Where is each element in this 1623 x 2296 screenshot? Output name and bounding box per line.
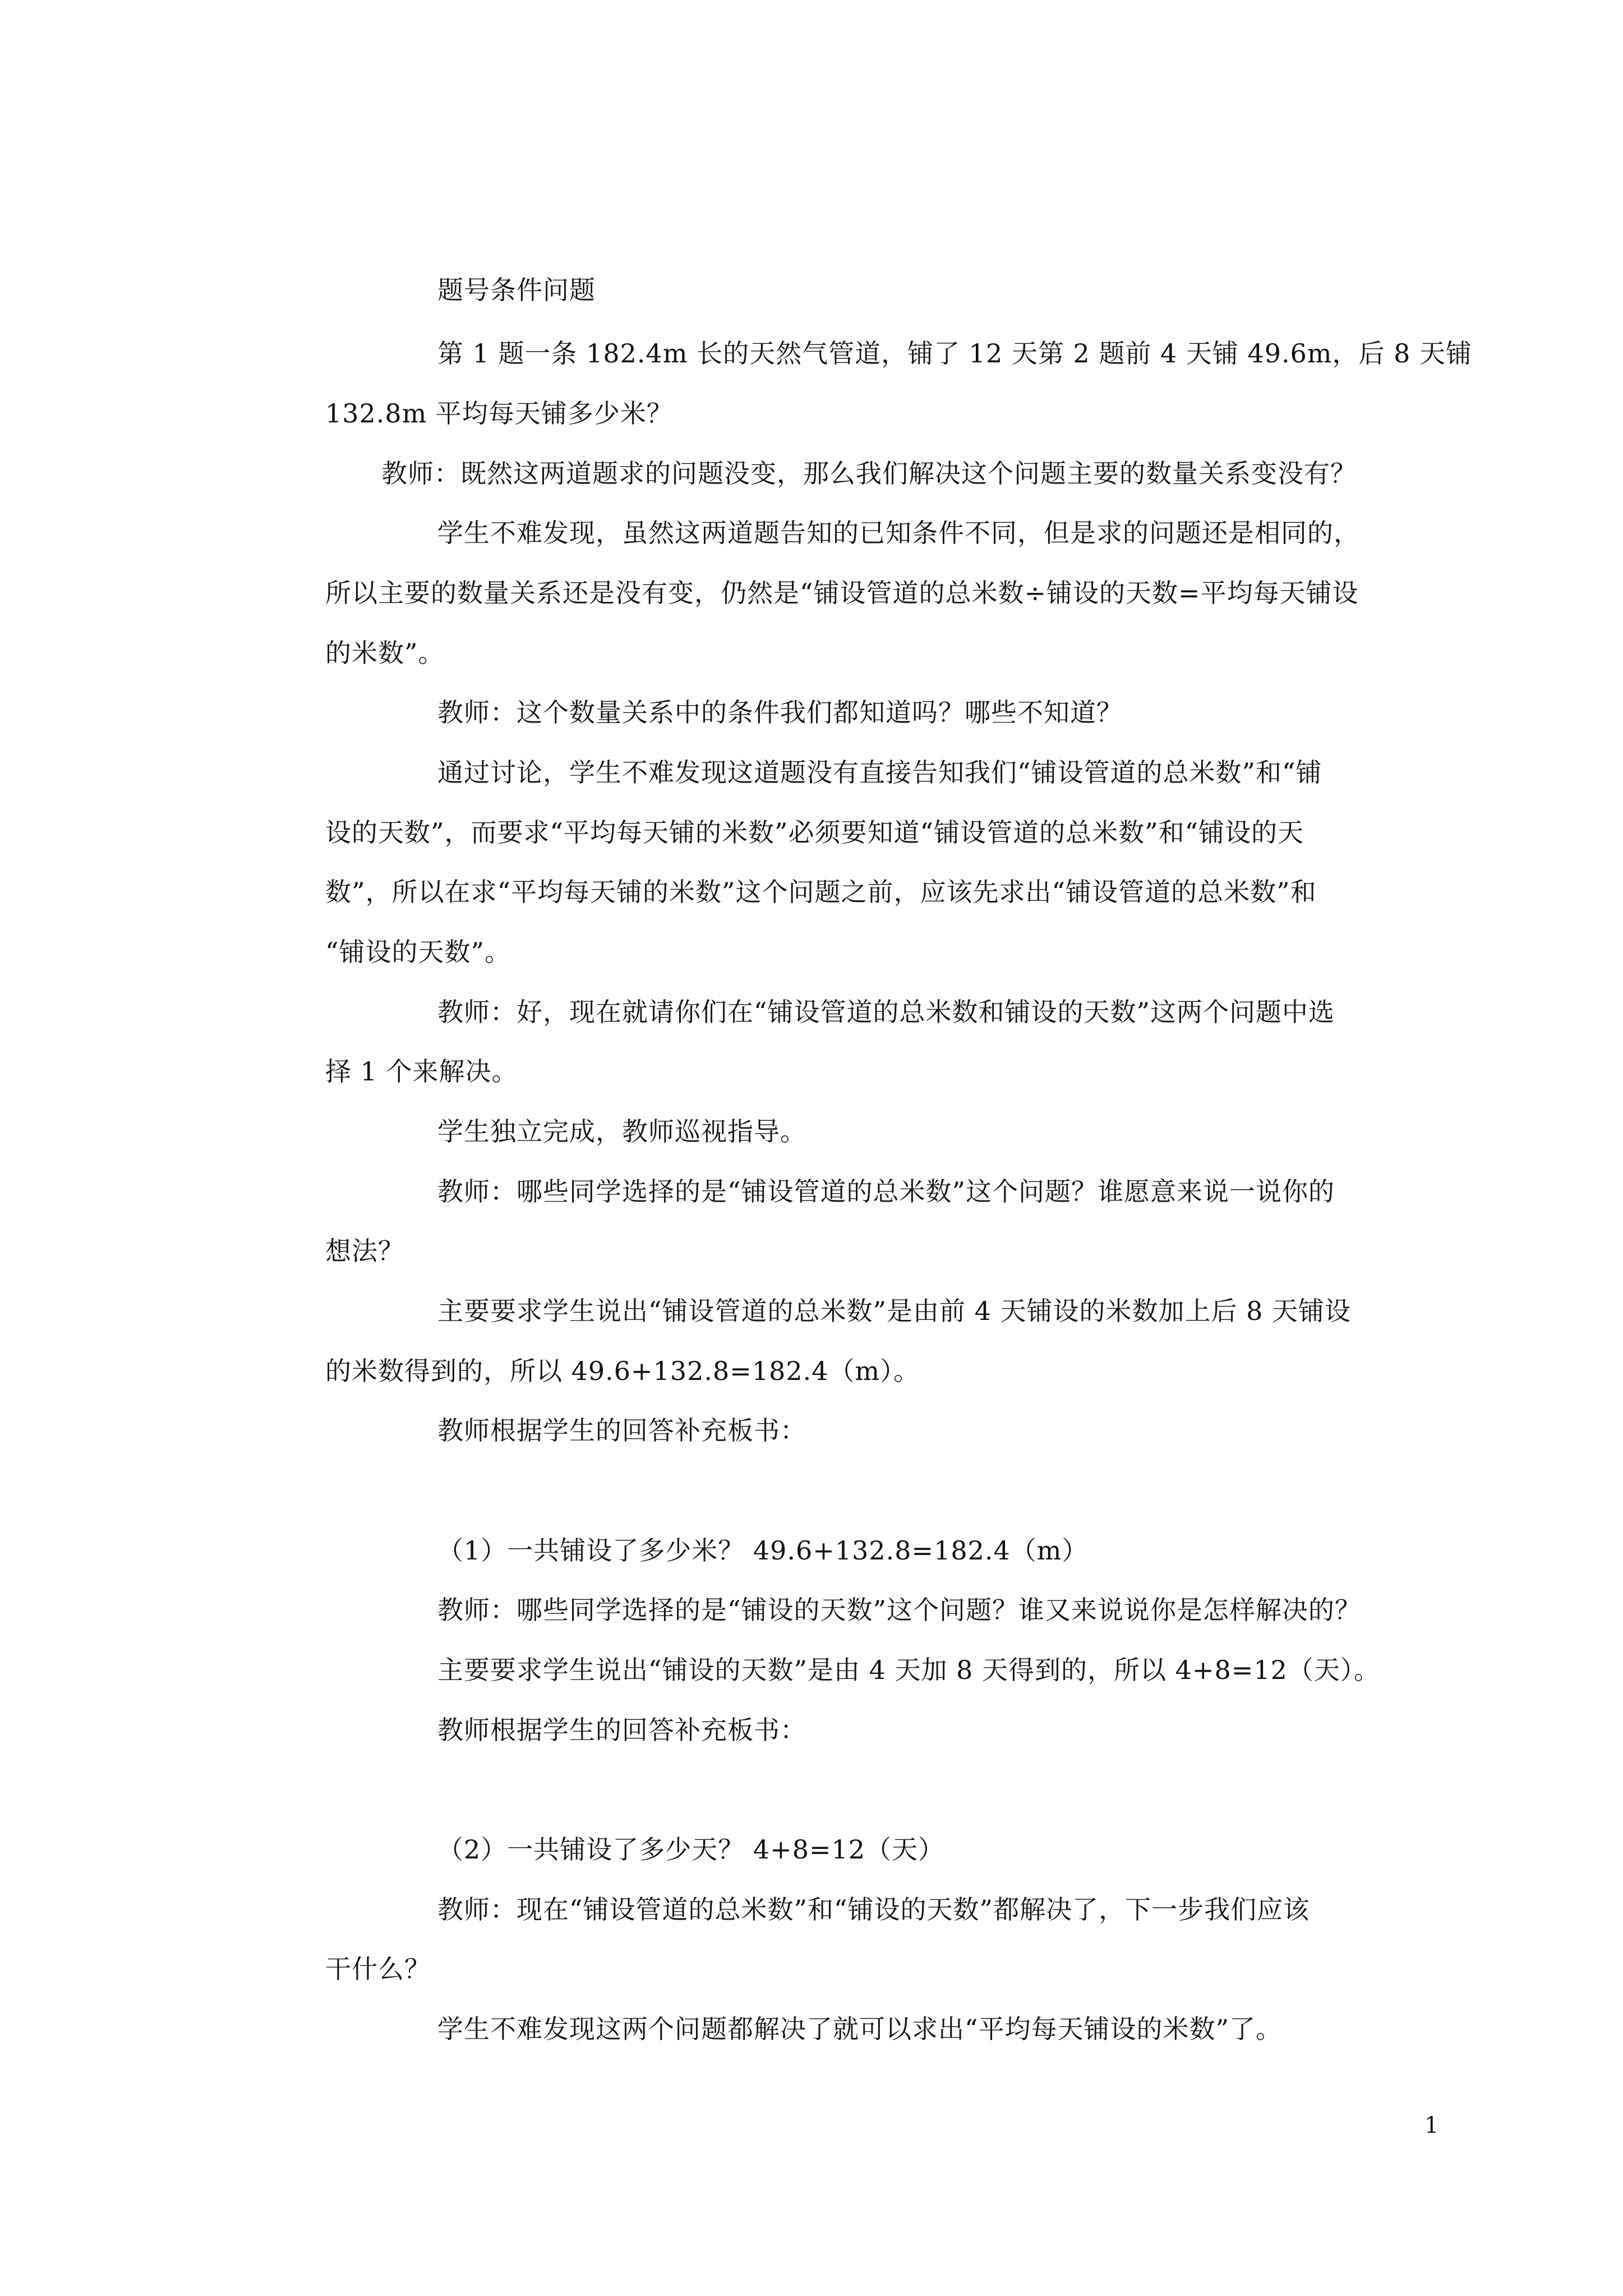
paragraph-line: 主要要求学生说出“铺设的天数”是由 4 天加 8 天得到的，所以 4+8=12（天）。 (437, 1655, 1380, 1685)
paragraph-line: 所以主要的数量关系还是没有变，仍然是“铺设管道的总米数÷铺设的天数=平均每天铺设 (325, 578, 1359, 608)
board-note-line: （2）一共铺设了多少天？ 4+8=12（天） (437, 1834, 945, 1865)
paragraph-line: 通过讨论，学生不难发现这道题没有直接告知我们“铺设管道的总米数”和“铺 (437, 757, 1322, 788)
page-number: 1 (1424, 2113, 1439, 2138)
paragraph-line: 教师：现在“铺设管道的总米数”和“铺设的天数”都解决了，下一步我们应该 (437, 1894, 1310, 1925)
paragraph-line: 教师：好，现在就请你们在“铺设管道的总米数和铺设的天数”这两个问题中选 (437, 997, 1335, 1027)
paragraph-line: 教师：哪些同学选择的是“铺设管道的总米数”这个问题？谁愿意来说一说你的 (437, 1176, 1335, 1207)
paragraph-line: 学生不难发现，虽然这两道题告知的已知条件不同，但是求的问题还是相同的， (437, 518, 1360, 548)
paragraph-line: 数”，所以在求“平均每天铺的米数”这个问题之前，应该先求出“铺设管道的总米数”和 (325, 877, 1317, 907)
paragraph-line: 教师：这个数量关系中的条件我们都知道吗？哪些不知道？ (437, 697, 1123, 728)
paragraph-line: 主要要求学生说出“铺设管道的总米数”是由前 4 天铺设的米数加上后 8 天铺设 (437, 1296, 1352, 1326)
paragraph-line: 想法？ (325, 1236, 404, 1266)
paragraph-line: 学生独立完成，教师巡视指导。 (437, 1116, 806, 1147)
paragraph-line: 教师根据学生的回答补充板书： (437, 1715, 806, 1745)
paragraph-line: 设的天数”，而要求“平均每天铺的米数”必须要知道“铺设管道的总米数”和“铺设的天 (325, 817, 1304, 848)
paragraph-line: 的米数”。 (325, 638, 445, 668)
paragraph-line: 教师根据学生的回答补充板书： (437, 1415, 806, 1446)
paragraph-line: 132.8m 平均每天铺多少米？ (325, 398, 673, 429)
paragraph-line: 教师：哪些同学选择的是“铺设的天数”这个问题？谁又来说说你是怎样解决的？ (437, 1595, 1362, 1625)
paragraph-line: 学生不难发现这两个问题都解决了就可以求出“平均每天铺设的米数”了。 (437, 2014, 1283, 2044)
paragraph-line: 题号条件问题 (437, 275, 596, 305)
paragraph-line: 第 1 题一条 182.4m 长的天然气管道，铺了 12 天第 2 题前 4 天铺 49.6m，后 8 天铺 (437, 338, 1473, 369)
paragraph-line: 干什么？ (325, 1954, 431, 1984)
paragraph-line: 的米数得到的，所以 49.6+132.8=182.4（m）。 (325, 1356, 920, 1386)
paragraph-line: “铺设的天数”。 (325, 937, 511, 967)
board-note-line: （1）一共铺设了多少米？ 49.6+132.8=182.4（m） (437, 1535, 1089, 1566)
paragraph-line: 择 1 个来解决。 (325, 1056, 518, 1087)
paragraph-line: 教师：既然这两道题求的问题没变，那么我们解决这个问题主要的数量关系变没有？ (381, 458, 1357, 489)
